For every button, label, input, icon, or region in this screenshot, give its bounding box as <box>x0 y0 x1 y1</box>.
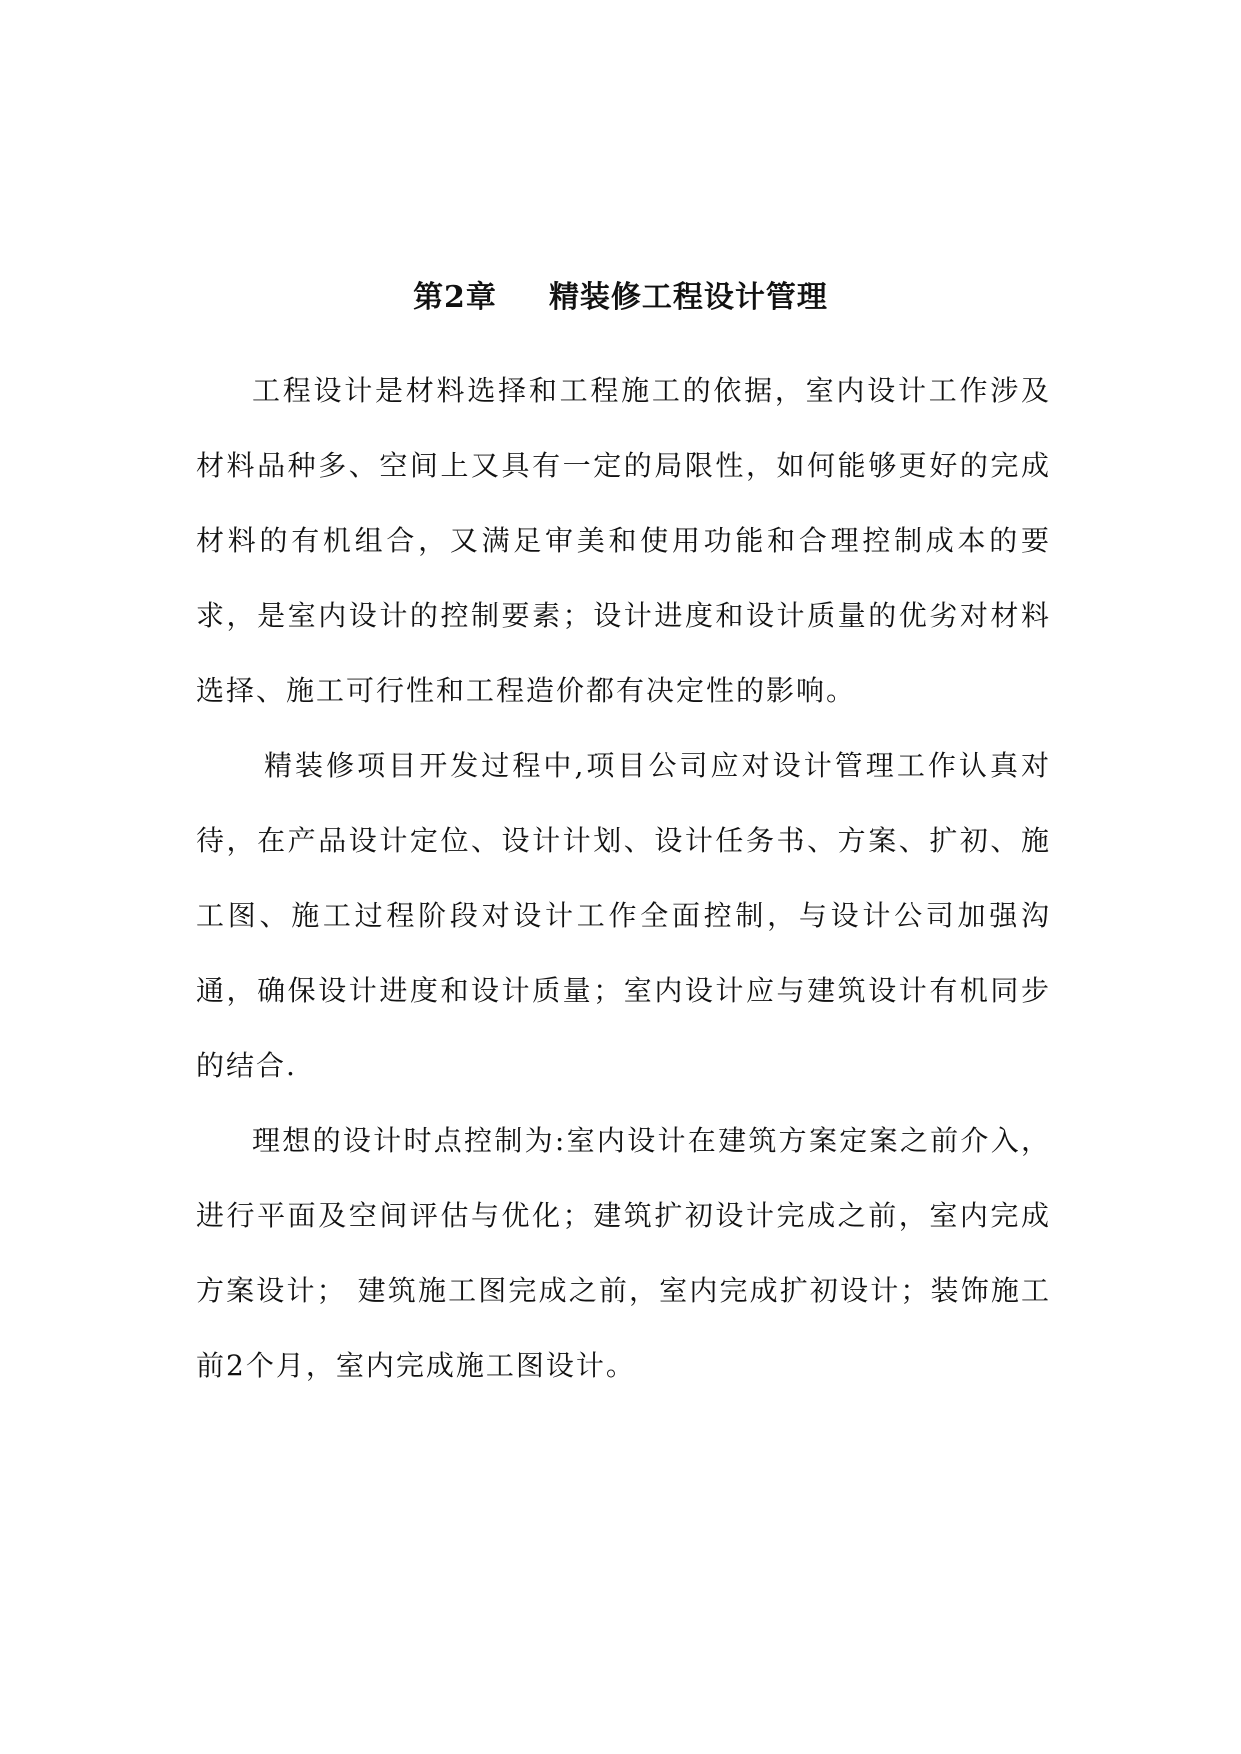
body-text <box>196 353 1051 1403</box>
chapter-heading <box>0 278 1241 318</box>
paragraph-1: 工程设计是材料选择和工程施工的依据，室内设计工作涉及材料品种多、空间上又具有一定的局限性，如何能够更好的完成材料的有机组合，又满足审美和使用功能和合理控制成本的要求，是室内设计的控制要素；设计进度和设计质量的优劣对材料选择、施工可行性和工程造价都有决定性的影响。 <box>196 374 1051 707</box>
chapter-number: 第2章 <box>413 280 497 315</box>
paragraph-2: 精装修项目开发过程中,项目公司应对设计管理工作认真对待，在产品设计定位、设计计划、设计任务书、方案、扩初、施工图、施工过程阶段对设计工作全面控制，与设计公司加强沟通，确保设计进度和设计质量；室内设计应与建筑设计有机同步的结合. <box>196 749 1051 1082</box>
chapter-title-text: 精装修工程设计管理 <box>548 280 828 315</box>
paragraph-3: 理想的设计时点控制为:室内设计在建筑方案定案之前介入，进行平面及空间评估与优化；建筑扩初设计完成之前，室内完成方案设计； 建筑施工图完成之前，室内完成扩初设计；装饰施工前2个月，室内完成施工图设计。 <box>196 1124 1051 1382</box>
